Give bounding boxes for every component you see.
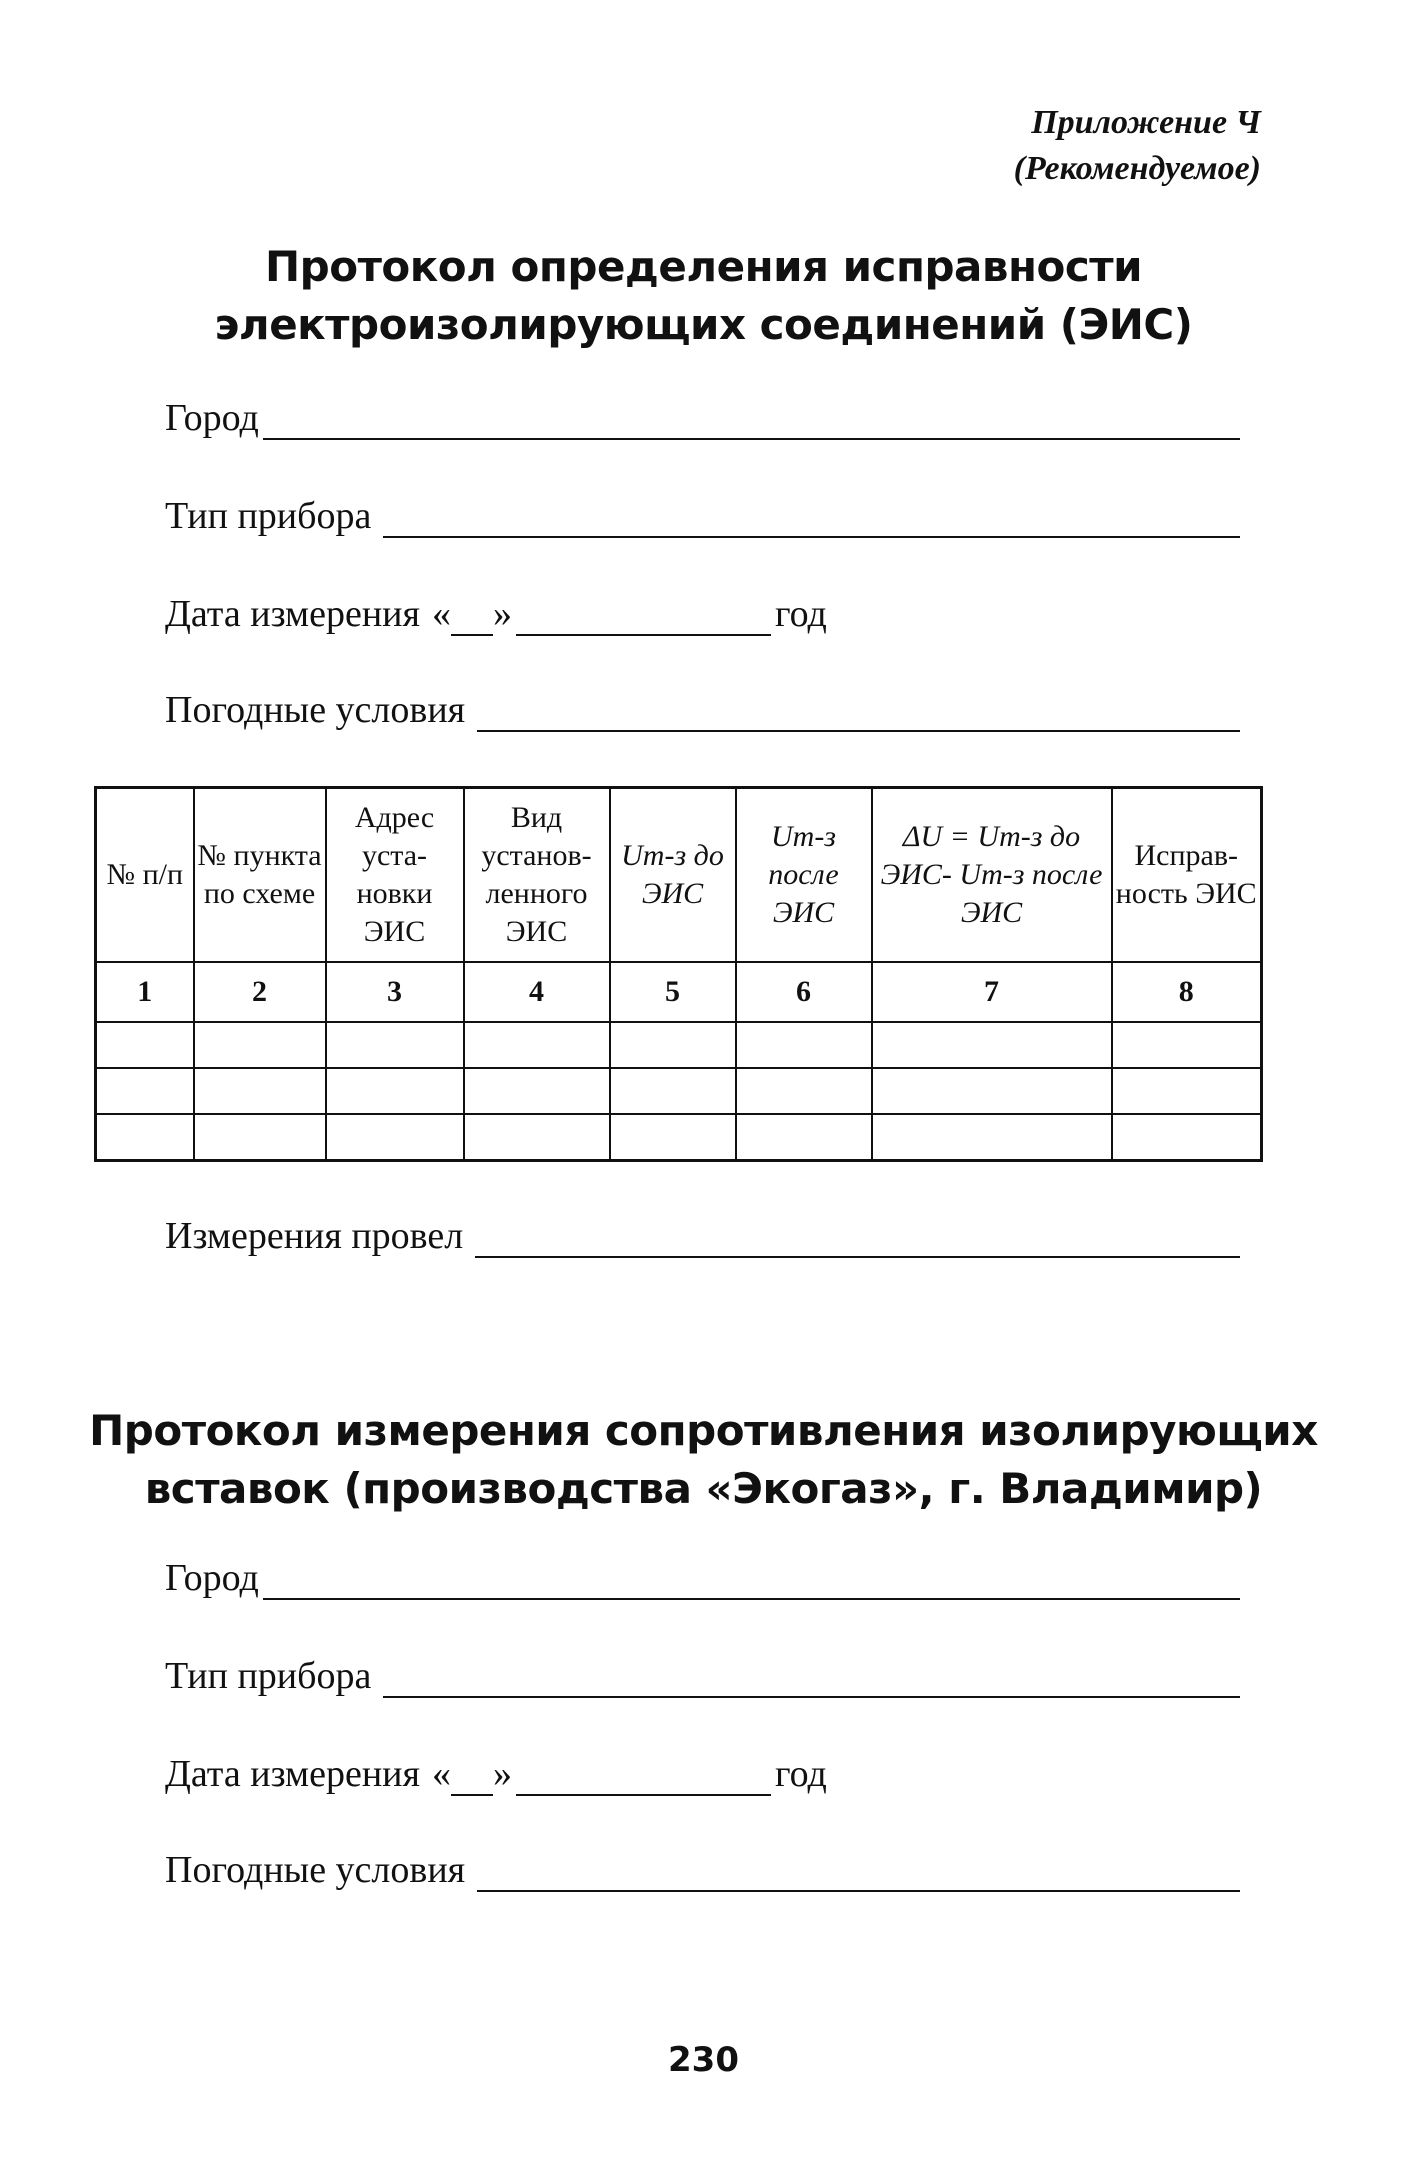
protocol2-title (0, 1402, 1407, 1518)
city-label: Город (165, 397, 259, 439)
table-header-row (96, 788, 1262, 963)
column-number: 4 (464, 962, 610, 1022)
date-day-input-line[interactable] (451, 600, 493, 636)
appendix-status: (Рекомендуемое) (1013, 150, 1261, 187)
column-number: 5 (610, 962, 736, 1022)
header-cell-status: Исправ-ность ЭИС (1112, 788, 1262, 963)
table-cell[interactable] (464, 1114, 610, 1161)
protocol2-title-line1: Протокол измерения сопротивления изолирующих (89, 1406, 1318, 1455)
weather-label: Погодные условия (165, 1849, 466, 1891)
date-open-quote: « (431, 593, 451, 635)
column-number: 3 (326, 962, 464, 1022)
date-close-quote: » (492, 593, 512, 635)
date-year-label: год (774, 593, 827, 635)
protocol1-title (0, 238, 1407, 354)
protocol2-device-field (165, 1652, 1240, 1698)
table-cell[interactable] (326, 1022, 464, 1068)
eis-measurement-table (94, 786, 1263, 1162)
device-label: Тип прибора (165, 1655, 372, 1697)
table-cell[interactable] (610, 1068, 736, 1114)
date-open-quote: « (431, 1753, 451, 1795)
city-label: Город (165, 1557, 259, 1599)
date-month-input-line[interactable] (516, 1760, 771, 1796)
date-label: Дата измерения (165, 1753, 420, 1795)
header-cell-u-before: Uт-з до ЭИС (610, 788, 736, 963)
header-cell-point: № пункта по схеме (194, 788, 326, 963)
protocol2-weather-field (165, 1846, 1240, 1892)
weather-input-line[interactable] (477, 696, 1240, 732)
device-input-line[interactable] (383, 1662, 1240, 1698)
column-number: 2 (194, 962, 326, 1022)
table-cell[interactable] (96, 1022, 194, 1068)
protocol1-title-line2: электроизолирующих соединений (ЭИС) (214, 300, 1193, 349)
table-cell[interactable] (872, 1114, 1112, 1161)
protocol2-city-field (165, 1554, 1240, 1600)
city-input-line[interactable] (263, 404, 1240, 440)
date-day-input-line[interactable] (451, 1760, 493, 1796)
table-cell[interactable] (96, 1114, 194, 1161)
table-cell[interactable] (1112, 1114, 1262, 1161)
table-cell[interactable] (872, 1068, 1112, 1114)
city-input-line[interactable] (263, 1564, 1240, 1600)
table-cell[interactable] (194, 1068, 326, 1114)
header-cell-delta-u: ΔU = Uт-з до ЭИС- Uт-з после ЭИС (872, 788, 1112, 963)
protocol2-date-field (165, 1750, 925, 1796)
column-number: 8 (1112, 962, 1262, 1022)
protocol1-city-field (165, 394, 1240, 440)
table-cell[interactable] (872, 1022, 1112, 1068)
weather-label: Погодные условия (165, 689, 466, 731)
appendix-label: Приложение Ч (1031, 104, 1261, 141)
protocol1-conducted-field (165, 1212, 1240, 1258)
table-cell[interactable] (736, 1022, 872, 1068)
device-input-line[interactable] (383, 502, 1240, 538)
protocol1-device-field (165, 492, 1240, 538)
table-cell[interactable] (326, 1114, 464, 1161)
device-label: Тип прибора (165, 495, 372, 537)
protocol1-date-field (165, 590, 925, 636)
table-cell[interactable] (736, 1114, 872, 1161)
protocol1-weather-field (165, 686, 1240, 732)
appendix-heading (1014, 100, 1261, 192)
column-number-row (96, 962, 1262, 1022)
table-cell[interactable] (194, 1022, 326, 1068)
table-cell[interactable] (326, 1068, 464, 1114)
conducted-label: Измерения провел (165, 1215, 464, 1257)
column-number: 6 (736, 962, 872, 1022)
table-row (96, 1068, 1262, 1114)
header-cell-type: Вид установ-ленного ЭИС (464, 788, 610, 963)
header-cell-number: № п/п (96, 788, 194, 963)
date-close-quote: » (492, 1753, 512, 1795)
protocol2-title-line2: вставок (производства «Экогаз», г. Владимир) (144, 1464, 1263, 1513)
table-row (96, 1114, 1262, 1161)
date-year-label: год (774, 1753, 827, 1795)
conducted-input-line[interactable] (475, 1222, 1240, 1258)
column-number: 1 (96, 962, 194, 1022)
protocol1-title-line1: Протокол определения исправности (265, 242, 1142, 291)
table-cell[interactable] (1112, 1022, 1262, 1068)
page-number: 230 (668, 2040, 739, 2080)
table-cell[interactable] (610, 1022, 736, 1068)
weather-input-line[interactable] (477, 1856, 1240, 1892)
date-label: Дата измерения (165, 593, 420, 635)
table-cell[interactable] (96, 1068, 194, 1114)
table-cell[interactable] (610, 1114, 736, 1161)
table-cell[interactable] (194, 1114, 326, 1161)
table-cell[interactable] (1112, 1068, 1262, 1114)
column-number: 7 (872, 962, 1112, 1022)
table-cell[interactable] (736, 1068, 872, 1114)
table-cell[interactable] (464, 1068, 610, 1114)
header-cell-address: Адрес уста-новки ЭИС (326, 788, 464, 963)
table-row (96, 1022, 1262, 1068)
table-cell[interactable] (464, 1022, 610, 1068)
date-month-input-line[interactable] (516, 600, 771, 636)
header-cell-u-after: Uт-з после ЭИС (736, 788, 872, 963)
